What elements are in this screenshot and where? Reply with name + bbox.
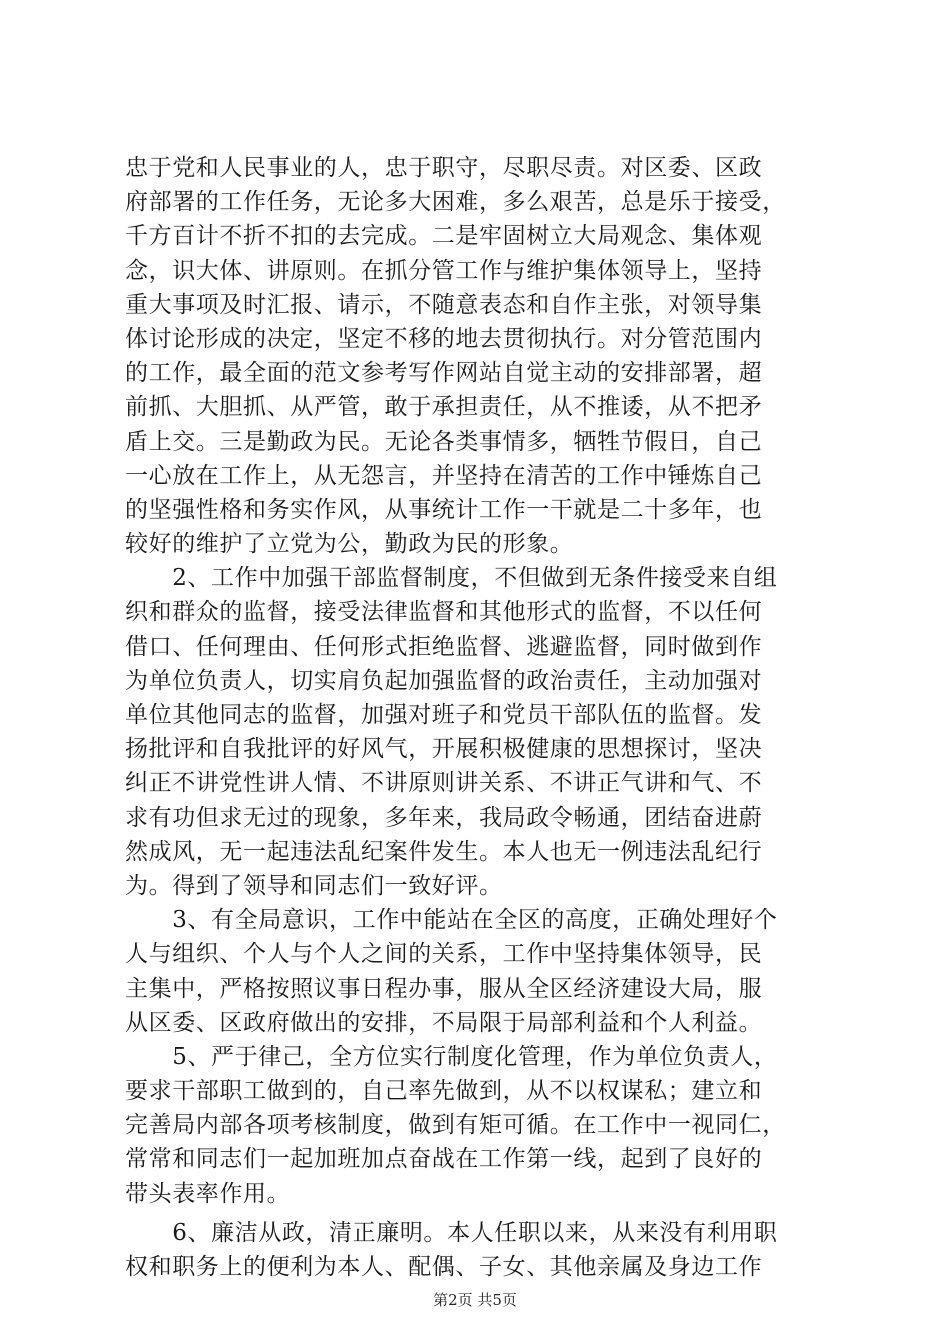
paragraph-3-start: 3、有全局意识，工作中能站在全区的高度，正确处理好个 (125, 907, 778, 934)
text-line: 盾上交。三是勤政为民。无论各类事情多，牺牲节假日，自己 (125, 428, 763, 455)
text-line: 忠于党和人民事业的人，忠于职守，尽职尽责。对区委、区政 (125, 155, 763, 181)
paragraph-6-start: 6、廉洁从政，清正廉明。本人任职以来，从来没有利用职 (125, 1219, 778, 1246)
text-line: 主集中，严格按照议事日程办事，服从全区经济建设大局，服 (125, 975, 763, 1002)
paragraph-5-start: 5、严于律己，全方位实行制度化管理，作为单位负责人， (125, 1043, 778, 1070)
text-line: 织和群众的监督，接受法律监督和其他形式的监督，不以任何 (125, 599, 763, 626)
text-line: 人与组织、个人与个人之间的关系，工作中坚持集体领导，民 (125, 941, 763, 968)
text-line: 求有功但求无过的现象，多年来，我局政令畅通，团结奋进蔚 (125, 804, 763, 831)
paragraph-2-start: 2、工作中加强干部监督制度，不但做到无条件接受来自组 (125, 565, 778, 592)
text-line: 单位其他同志的监督，加强对班子和党员干部队伍的监督。发 (125, 702, 763, 728)
text-line: 一心放在工作上，从无怨言，并坚持在清苦的工作中锤炼自己 (125, 462, 763, 489)
text-line: 念，识大体、讲原则。在抓分管工作与维护集体领导上，坚持 (125, 257, 763, 284)
text-line: 要求干部职工做到的，自己率先做到，从不以权谋私；建立和 (125, 1078, 763, 1105)
text-line: 扬批评和自我批评的好风气，开展积极健康的思想探讨，坚决 (125, 736, 763, 763)
text-line: 千方百计不折不扣的去完成。二是牢固树立大局观念、集体观 (125, 223, 763, 250)
text-line: 府部署的工作任务，无论多大困难，多么艰苦，总是乐于接受， (125, 189, 786, 216)
text-line: 的坚强性格和务实作风，从事统计工作一干就是二十多年，也 (125, 496, 763, 523)
text-line: 然成风，无一起违法乱纪案件发生。本人也无一例违法乱纪行 (125, 838, 763, 865)
text-line: 权和职务上的便利为本人、配偶、子女、其他亲属及身边工作 (125, 1254, 763, 1280)
text-line: 带头表率作用。 (125, 1180, 291, 1207)
text-line: 较好的维护了立党为公，勤政为民的形象。 (125, 531, 574, 558)
text-line: 借口、任何理由、任何形式拒绝监督、逃避监督，同时做到作 (125, 633, 763, 660)
text-line: 体讨论形成的决定，坚定不移的地去贯彻执行。对分管范围内 (125, 325, 763, 352)
text-line: 为。得到了领导和同志们一致好评。 (125, 872, 503, 899)
text-line: 重大事项及时汇报、请示，不随意表态和自作主张，对领导集 (125, 291, 763, 318)
body-text (125, 151, 837, 1284)
text-line: 的工作，最全面的范文参考写作网站自觉主动的安排部署，超 (125, 360, 763, 387)
text-line: 前抓、大胆抓、从严管，敢于承担责任，从不推诿，从不把矛 (125, 394, 763, 421)
text-line: 常常和同志们一起加班加点奋战在工作第一线，起到了良好的 (125, 1146, 763, 1173)
text-line: 完善局内部各项考核制度，做到有矩可循。在工作中一视同仁， (125, 1112, 786, 1139)
page-number: 第2页 共5页 (433, 1291, 517, 1309)
text-line: 为单位负责人，切实肩负起加强监督的政治责任，主动加强对 (125, 667, 763, 694)
text-line: 纠正不讲党性讲人情、不讲原则讲关系、不讲正气讲和气、不 (125, 770, 763, 797)
text-line: 从区委、区政府做出的安排，不局限于局部利益和个人利益。 (125, 1009, 763, 1036)
